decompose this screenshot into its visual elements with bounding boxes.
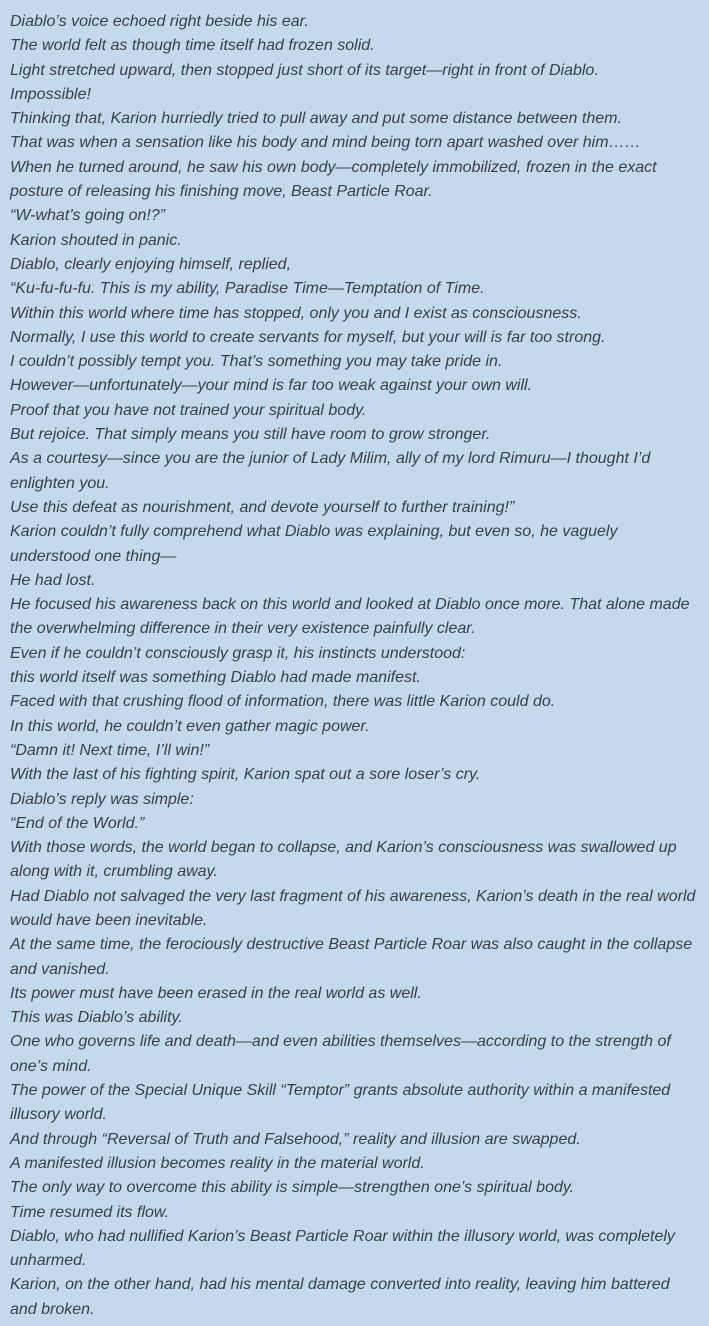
paragraph: But rejoice. That simply means you still have room to grow stronger. xyxy=(10,426,491,444)
paragraph: The world felt as though time itself had frozen solid. xyxy=(10,37,375,55)
paragraph: Its power must have been erased in the real world as well. xyxy=(10,984,422,1002)
paragraph: He focused his awareness back on this world and looked at Diablo once more. That alone made the overwhelming difference in their very existence painfully clear. xyxy=(10,596,690,638)
paragraph: With the last of his fighting spirit, Karion spat out a sore loser’s cry. xyxy=(10,766,481,784)
paragraph: One who governs life and death—and even abilities themselves—according to the strength of one’s mind. xyxy=(10,1033,671,1075)
paragraph: Karion shouted in panic. xyxy=(10,231,182,249)
paragraph: “Damn it! Next time, I’ll win!” xyxy=(10,741,210,759)
paragraph: Proof that you have not trained your spiritual body. xyxy=(10,401,367,419)
paragraph: “End of the World.” xyxy=(10,814,145,832)
paragraph: At the same time, the ferociously destructive Beast Particle Roar was also caught in the collapse and vanished. xyxy=(10,936,693,978)
paragraph: Karion couldn’t fully comprehend what Diablo was explaining, but even so, he vaguely understood one thing— xyxy=(10,523,618,565)
paragraph: Normally, I use this world to create servants for myself, but your will is far too strong. xyxy=(10,328,606,346)
paragraph: Use this defeat as nourishment, and devote yourself to further training!” xyxy=(10,498,515,516)
paragraph: As a courtesy—since you are the junior of Lady Milim, ally of my lord Rimuru—I thought I’d enlighten you. xyxy=(10,450,651,492)
paragraph: That was when a sensation like his body and mind being torn apart washed over him…… xyxy=(10,134,641,152)
paragraph: Diablo, clearly enjoying himself, replied, xyxy=(10,255,292,273)
paragraph: Diablo, who had nullified Karion’s Beast Particle Roar within the illusory world, was completely unharmed. xyxy=(10,1227,675,1270)
paragraph: And through “Reversal of Truth and Falsehood,” reality and illusion are swapped. xyxy=(10,1130,581,1148)
paragraph: Impossible! xyxy=(10,85,91,103)
paragraph: this world itself was something Diablo had made manifest. xyxy=(10,669,421,687)
paragraph: The only way to overcome this ability is simple—strengthen one’s spiritual body. xyxy=(10,1179,575,1197)
paragraph: Thinking that, Karion hurriedly tried to pull away and put some distance between them. xyxy=(10,110,622,128)
paragraph: “Ku-fu-fu-fu. This is my ability, Paradise Time—Temptation of Time. xyxy=(10,280,485,298)
paragraph: This was Diablo’s ability. xyxy=(10,1009,183,1027)
paragraph: With those words, the world began to collapse, and Karion’s consciousness was swallowed up along with it, crumbling away. xyxy=(10,839,677,881)
paragraph: “W-what’s going on!?” xyxy=(10,207,166,225)
paragraph: Diablo’s voice echoed right beside his ear. xyxy=(10,13,309,30)
paragraph: The power of the Special Unique Skill “Temptor” grants absolute authority within a manifested illusory world. xyxy=(10,1082,671,1124)
paragraph: Light stretched upward, then stopped just short of its target—right in front of Diablo. xyxy=(10,61,599,79)
paragraph: I couldn’t possibly tempt you. That’s something you may take pride in. xyxy=(10,353,503,371)
paragraph: In this world, he couldn’t even gather magic power. xyxy=(10,717,370,735)
paragraph: Karion, on the other hand, had his mental damage converted into reality, leaving him battered and broken. xyxy=(10,1276,670,1318)
paragraph: Time resumed its flow. xyxy=(10,1203,170,1221)
paragraph: Had Diablo not salvaged the very last fragment of his awareness, Karion’s death in the real world would have been inevitable. xyxy=(10,887,696,929)
paragraph: He had lost. xyxy=(10,571,96,589)
paragraph: Faced with that crushing flood of information, there was little Karion could do. xyxy=(10,693,556,711)
paragraph: When he turned around, he saw his own body—completely immobilized, frozen in the exact posture of releasing his finishing move, Beast Particle Roar. xyxy=(10,158,657,201)
paragraph: However—unfortunately—your mind is far too weak against your own will. xyxy=(10,377,533,395)
paragraph: A manifested illusion becomes reality in the material world. xyxy=(10,1154,425,1172)
paragraph: Even if he couldn’t consciously grasp it, his instincts understood: xyxy=(10,644,466,662)
paragraph: Within this world where time has stopped, only you and I exist as consciousness. xyxy=(10,304,582,322)
paragraph: Diablo’s reply was simple: xyxy=(10,790,194,808)
